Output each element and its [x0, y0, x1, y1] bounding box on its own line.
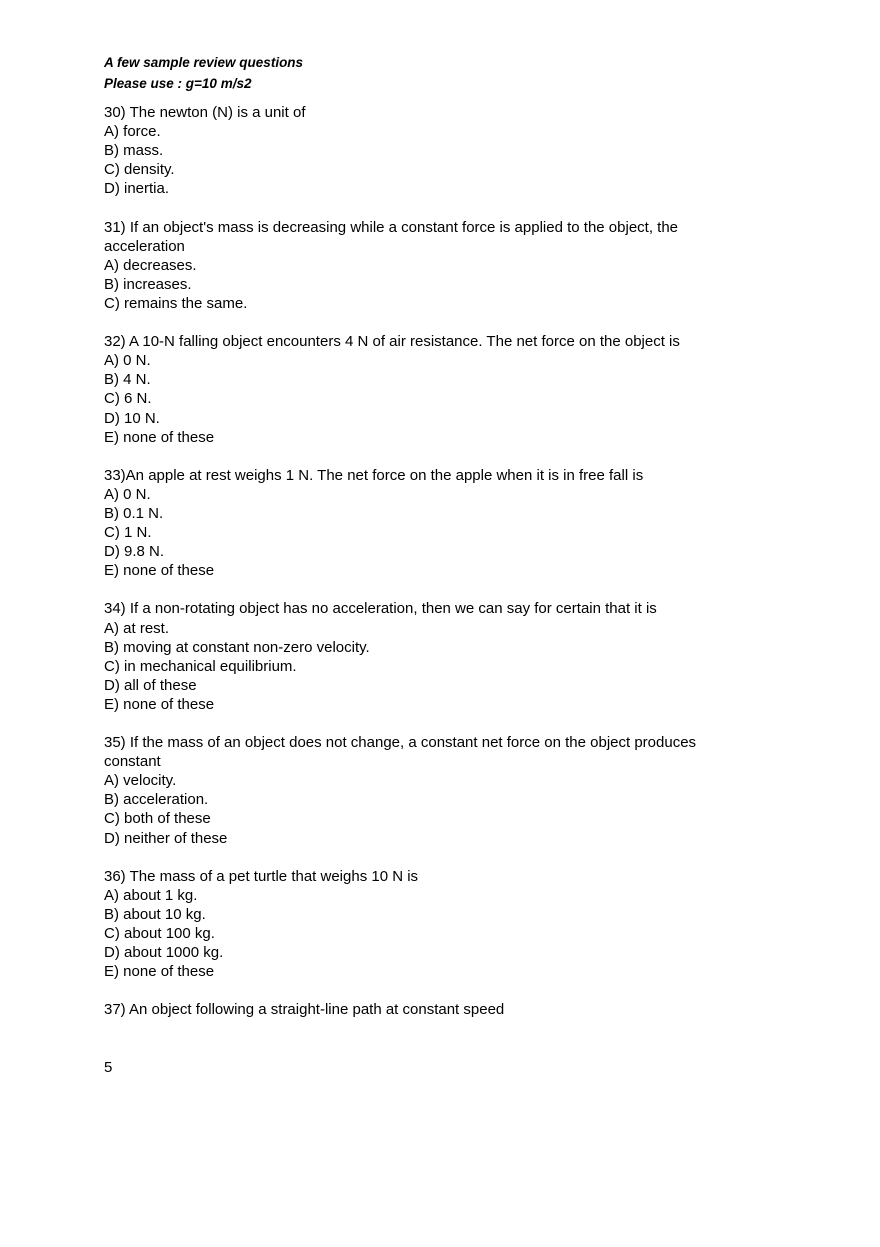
answer-option: C) 1 N. [104, 524, 152, 542]
answer-option: D) all of these [104, 676, 197, 694]
answer-option: B) 0.1 N. [104, 504, 164, 522]
answer-option: C) about 100 kg. [104, 925, 215, 943]
question-block [104, 1000, 744, 1019]
answer-option: B) moving at constant non-zero velocity. [104, 638, 370, 656]
question-stem: 31) If an object's mass is decreasing while a constant force is applied to the object, the acceleration [104, 218, 679, 255]
question-stem: 34) If a non-rotating object has no acceleration, then we can say for certain that it is [104, 600, 657, 618]
question-block [104, 867, 744, 982]
question-stem: 30) The newton (N) is a unit of [104, 104, 306, 121]
answer-option: A) 0 N. [104, 485, 151, 503]
question-stem: 35) If the mass of an object does not change, a constant net force on the object produces constant [104, 734, 697, 771]
question-block [104, 218, 744, 313]
answer-option: A) 0 N. [104, 352, 151, 370]
answer-option: E) none of these [104, 963, 215, 981]
answer-option: A) decreases. [104, 256, 197, 274]
answer-option: B) about 10 kg. [104, 905, 206, 923]
question-list [104, 103, 744, 1039]
question-block [104, 599, 744, 714]
answer-option: E) none of these [104, 562, 215, 580]
answer-option: C) both of these [104, 810, 211, 828]
answer-option: E) none of these [104, 428, 215, 446]
answer-option: B) mass. [104, 142, 164, 160]
question-block [104, 332, 744, 447]
answer-option: A) force. [104, 123, 161, 141]
question-stem: 33)An apple at rest weighs 1 N. The net force on the apple when it is in free fall is [104, 466, 644, 484]
question-stem: 32) A 10-N falling object encounters 4 N of air resistance. The net force on the object is [104, 333, 680, 351]
document-subtitle: Please use : g=10 m/s2 [104, 76, 252, 91]
answer-option: B) increases. [104, 275, 192, 293]
document-title: A few sample review questions [104, 55, 304, 70]
answer-option: C) remains the same. [104, 294, 248, 312]
question-stem: 37) An object following a straight-line path at constant speed [104, 1001, 505, 1019]
question-block [104, 733, 744, 848]
answer-option: E) none of these [104, 695, 215, 713]
answer-option: B) 4 N. [104, 371, 151, 389]
answer-option: B) acceleration. [104, 791, 209, 809]
answer-option: D) neither of these [104, 829, 228, 847]
answer-option: C) density. [104, 161, 175, 179]
question-stem: 36) The mass of a pet turtle that weighs 10 N is [104, 867, 419, 885]
answer-option: A) at rest. [104, 619, 170, 637]
answer-option: C) in mechanical equilibrium. [104, 657, 297, 675]
question-block [104, 466, 744, 581]
answer-option: A) about 1 kg. [104, 886, 198, 904]
answer-option: D) 10 N. [104, 409, 160, 427]
answer-option: D) 9.8 N. [104, 543, 165, 561]
answer-option: C) 6 N. [104, 390, 152, 408]
answer-option: D) about 1000 kg. [104, 944, 224, 962]
page-number: 5 [104, 1059, 113, 1076]
answer-option: A) velocity. [104, 772, 177, 790]
question-block [104, 103, 744, 198]
answer-option: D) inertia. [104, 180, 170, 198]
